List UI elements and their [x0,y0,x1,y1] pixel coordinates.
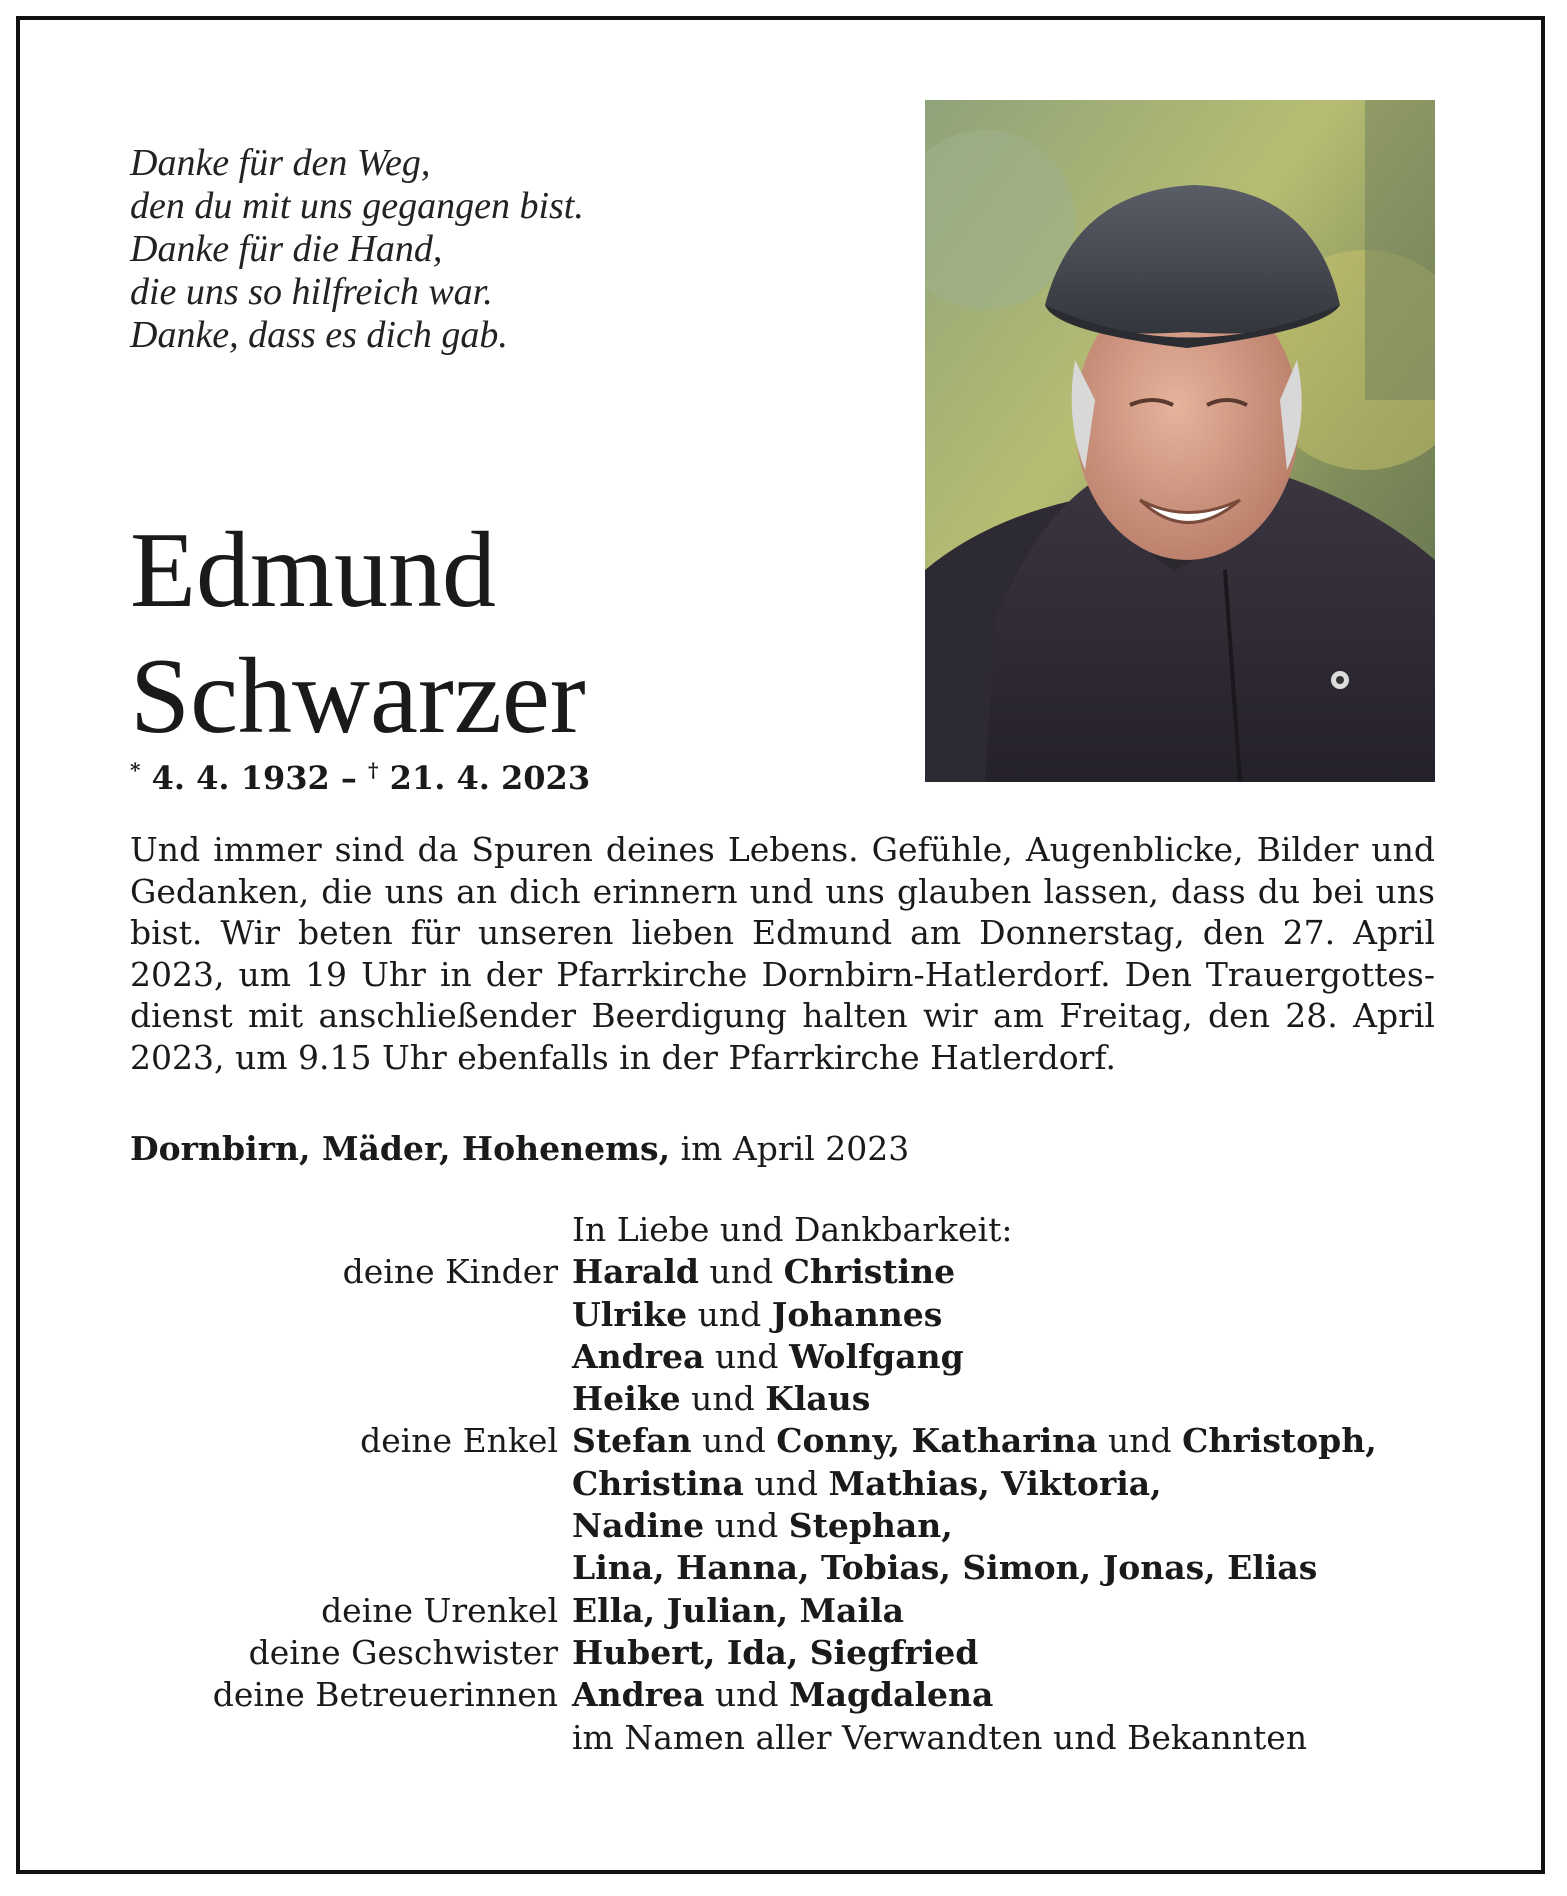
person-name: Stephan, [788,1506,953,1546]
intro-text: In Liebe und Dankbarkeit: [572,1210,1013,1249]
poem-line: Danke für die Hand, [130,228,443,270]
relation-names [572,1633,978,1672]
person-name: Stefan [572,1421,692,1461]
connector-text: und [704,1506,789,1546]
relation-names [572,1675,993,1714]
deceased-name [130,508,586,760]
portrait-photo [925,100,1435,782]
relation-names [572,1464,1162,1503]
relation-names [572,1295,942,1334]
family-row [130,1421,1450,1463]
relation-names [572,1252,955,1291]
family-row [130,1379,1450,1421]
poem-line: Danke, dass es dich gab. [130,314,508,356]
person-name: Andrea [572,1336,705,1376]
relation-label: deine Betreuerinnen [212,1675,558,1715]
family-row [130,1548,1450,1590]
relation-label: deine Urenkel [321,1590,558,1630]
relation-names [572,1718,1307,1757]
connector-text: und [680,1379,766,1419]
poem-line: Danke für den Weg, [130,142,431,184]
poem [130,142,584,357]
family-list [130,1210,1450,1760]
person-name: Harald [572,1252,699,1292]
relation-label: deine Kinder [342,1252,558,1292]
connector-text: im Namen aller Verwandten und Bekannten [572,1717,1308,1757]
obituary-text: Und immer sind da Spuren deines Lebens. Gefühle, Augenblicke, Bilder und Gedanken, die uns an dich erinnern und uns glauben lassen, dass du bei uns bist. Wir beten für unseren lieben Edmund am Donnerstag, den 27. April 2023, um 19 Uhr in der Pfarrkirche Dornbirn-Hatlerdorf. Den Trauergottesdienst mit anschließender Beerdigung halten wir am Freitag, den 28. April 2023, um 9.15 Uhr ebenfalls in der Pfarrkirche Hatlerdorf. [130,830,1435,1077]
last-name: Schwarzer [130,637,586,756]
person-name: Ulrike [572,1294,688,1334]
birth-symbol: * [130,758,141,782]
intro-row [130,1210,1450,1252]
towns: Dornbirn, Mäder, Hohenems, [130,1129,671,1168]
relation-names [572,1591,904,1630]
family-row [130,1675,1450,1717]
person-name: Christine [783,1252,956,1292]
family-row [130,1252,1450,1294]
poem-line: den du mit uns gegangen bist. [130,185,584,227]
birth-date: 4. 4. 1932 [151,759,330,797]
family-row [130,1718,1450,1760]
place-date [130,1128,909,1170]
person-name: Magdalena [789,1675,994,1715]
person-name: Conny, Katharina [776,1421,1098,1461]
person-name: Wolfgang [789,1336,964,1376]
person-name: Christoph, [1182,1421,1377,1461]
first-name: Edmund [130,511,496,630]
person-name: Klaus [765,1379,871,1419]
family-rows [130,1252,1450,1760]
person-name: Ella, Julian, Maila [572,1590,904,1630]
connector-text: und [704,1675,790,1715]
person-name: Andrea [572,1675,705,1715]
person-name: Mathias, Viktoria, [828,1463,1162,1503]
life-dates [130,750,590,798]
family-row [130,1633,1450,1675]
family-row [130,1295,1450,1337]
relation-names [572,1421,1377,1460]
relation-names [572,1379,870,1418]
connector-text: und [698,1252,784,1292]
relation-names [572,1506,953,1545]
family-row [130,1337,1450,1379]
person-name: Hubert, Ida, Siegfried [572,1632,979,1672]
relation-names [572,1548,1317,1587]
person-name: Nadine [572,1506,705,1546]
poem-line: die uns so hilfreich war. [130,271,493,313]
connector-text: und [743,1463,829,1503]
person-name: Christina [572,1463,744,1503]
person-name: Johannes [771,1294,943,1334]
connector-text: und [691,1421,777,1461]
person-name: Heike [572,1379,681,1419]
connector-text: und [704,1336,790,1376]
family-row [130,1591,1450,1633]
person-name: Lina, Hanna, Tobias, Simon, Jonas, Elias [572,1548,1318,1588]
family-row [130,1464,1450,1506]
death-symbol: † [368,758,379,782]
relation-names [572,1337,964,1376]
connector-text: und [687,1294,772,1334]
month-year: im April 2023 [680,1129,910,1168]
death-date: 21. 4. 2023 [389,759,591,797]
relation-label: deine Geschwister [248,1632,558,1672]
connector-text: und [1097,1421,1183,1461]
family-row [130,1506,1450,1548]
date-separator: – [329,759,369,797]
relation-label: deine Enkel [360,1421,558,1461]
